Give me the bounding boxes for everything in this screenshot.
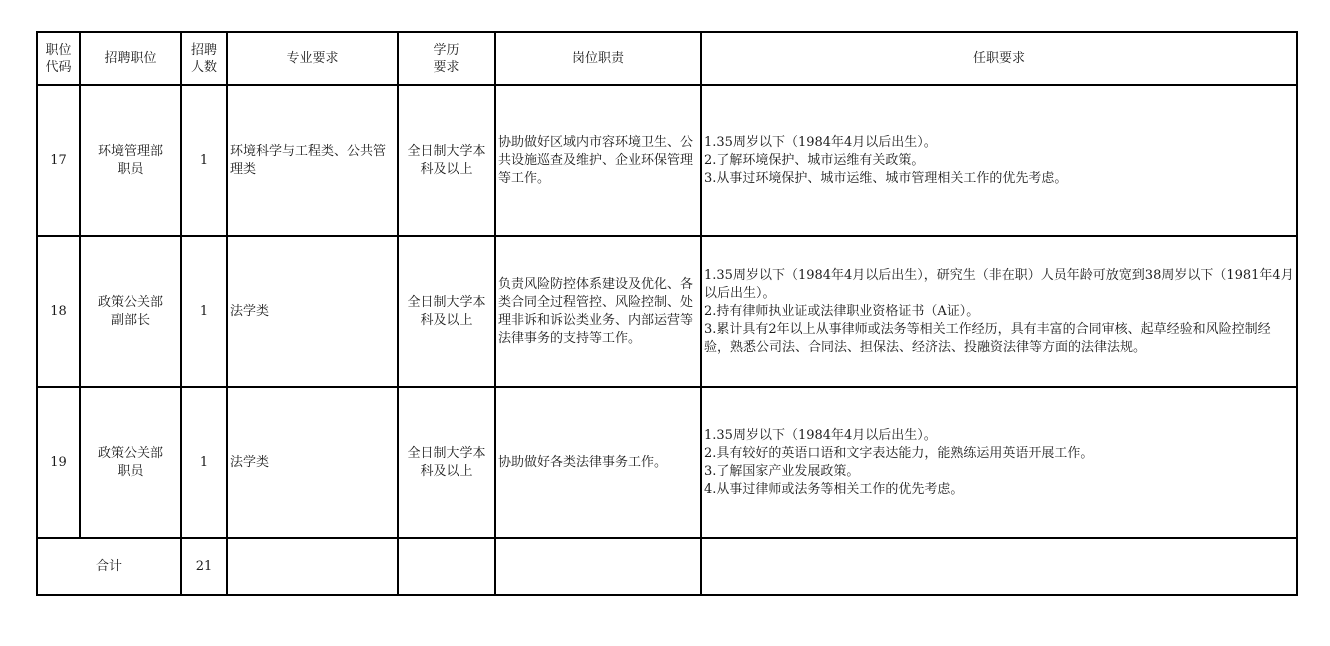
cell-position <box>80 236 181 387</box>
position-line2: 副部长 <box>110 312 150 328</box>
education-line2: 科及以上 <box>420 161 473 177</box>
cell-requirements <box>701 236 1297 387</box>
cell-count: 1 <box>181 387 227 538</box>
header-code-line1: 职位 <box>45 42 72 58</box>
table-row <box>37 236 1297 387</box>
requirement-item: 3.累计具有2年以上从事律师或法务等相关工作经历，具有丰富的合同审核、起草经验和风险控制经验，熟悉公司法、合同法、担保法、经济法、投融资法律等方面的法律法规。 <box>704 321 1271 355</box>
education-line1: 全日制大学本 <box>407 294 486 310</box>
position-line1: 环境管理部 <box>97 143 163 159</box>
total-empty-requirements <box>701 538 1297 595</box>
total-empty-duties <box>495 538 701 595</box>
total-count: 21 <box>181 538 227 595</box>
total-empty-major <box>227 538 398 595</box>
cell-code: 17 <box>37 85 80 236</box>
total-empty-education <box>398 538 495 595</box>
cell-position <box>80 387 181 538</box>
header-headcount <box>181 32 227 85</box>
cell-position <box>80 85 181 236</box>
total-label: 合计 <box>37 538 181 595</box>
table-row <box>37 387 1297 538</box>
cell-education <box>398 387 495 538</box>
requirement-item: 4.从事过律师或法务等相关工作的优先考虑。 <box>704 481 964 497</box>
education-line1: 全日制大学本 <box>407 143 486 159</box>
header-major: 专业要求 <box>227 32 398 85</box>
education-line2: 科及以上 <box>420 312 473 328</box>
position-line1: 政策公关部 <box>97 445 163 461</box>
cell-education <box>398 236 495 387</box>
position-line2: 职员 <box>117 161 144 177</box>
cell-count: 1 <box>181 236 227 387</box>
header-position: 招聘职位 <box>80 32 181 85</box>
header-count-line2: 人数 <box>190 59 217 75</box>
requirement-item: 2.了解环境保护、城市运维有关政策。 <box>704 152 925 168</box>
cell-major: 环境科学与工程类、公共管理类 <box>227 85 398 236</box>
cell-duties: 协助做好各类法律事务工作。 <box>495 387 701 538</box>
cell-duties: 负责风险防控体系建设及优化、各类合同全过程管控、风险控制、处理非诉和诉讼类业务、内部运营等法律事务的支持等工作。 <box>495 236 701 387</box>
cell-requirements <box>701 85 1297 236</box>
header-code-line2: 代码 <box>45 59 72 75</box>
header-edu-line2: 要求 <box>433 59 460 75</box>
table-row <box>37 85 1297 236</box>
requirement-item: 2.具有较好的英语口语和文字表达能力，能熟练运用英语开展工作。 <box>704 445 1094 461</box>
total-row <box>37 538 1297 595</box>
header-count-line1: 招聘 <box>190 42 217 58</box>
header-education <box>398 32 495 85</box>
cell-count: 1 <box>181 85 227 236</box>
cell-major: 法学类 <box>227 236 398 387</box>
requirement-item: 3.了解国家产业发展政策。 <box>704 463 860 479</box>
position-line2: 职员 <box>117 463 144 479</box>
header-requirements: 任职要求 <box>701 32 1297 85</box>
cell-code: 18 <box>37 236 80 387</box>
recruitment-table <box>36 31 1298 596</box>
header-duties: 岗位职责 <box>495 32 701 85</box>
requirement-item: 1.35周岁以下（1984年4月以后出生）。 <box>704 427 937 443</box>
education-line1: 全日制大学本 <box>407 445 486 461</box>
requirement-item: 3.从事过环境保护、城市运维、城市管理相关工作的优先考虑。 <box>704 170 1068 186</box>
cell-major: 法学类 <box>227 387 398 538</box>
requirement-item: 2.持有律师执业证或法律职业资格证书（A证）。 <box>704 303 980 319</box>
header-row <box>37 32 1297 85</box>
requirement-item: 1.35周岁以下（1984年4月以后出生），研究生（非在职）人员年龄可放宽到38周岁以下（1981年4月以后出生）。 <box>704 267 1294 301</box>
requirement-item: 1.35周岁以下（1984年4月以后出生）。 <box>704 134 937 150</box>
cell-education <box>398 85 495 236</box>
cell-duties: 协助做好区域内市容环境卫生、公共设施巡查及维护、企业环保管理等工作。 <box>495 85 701 236</box>
cell-requirements <box>701 387 1297 538</box>
position-line1: 政策公关部 <box>97 294 163 310</box>
header-position-code <box>37 32 80 85</box>
education-line2: 科及以上 <box>420 463 473 479</box>
cell-code: 19 <box>37 387 80 538</box>
header-edu-line1: 学历 <box>433 42 460 58</box>
